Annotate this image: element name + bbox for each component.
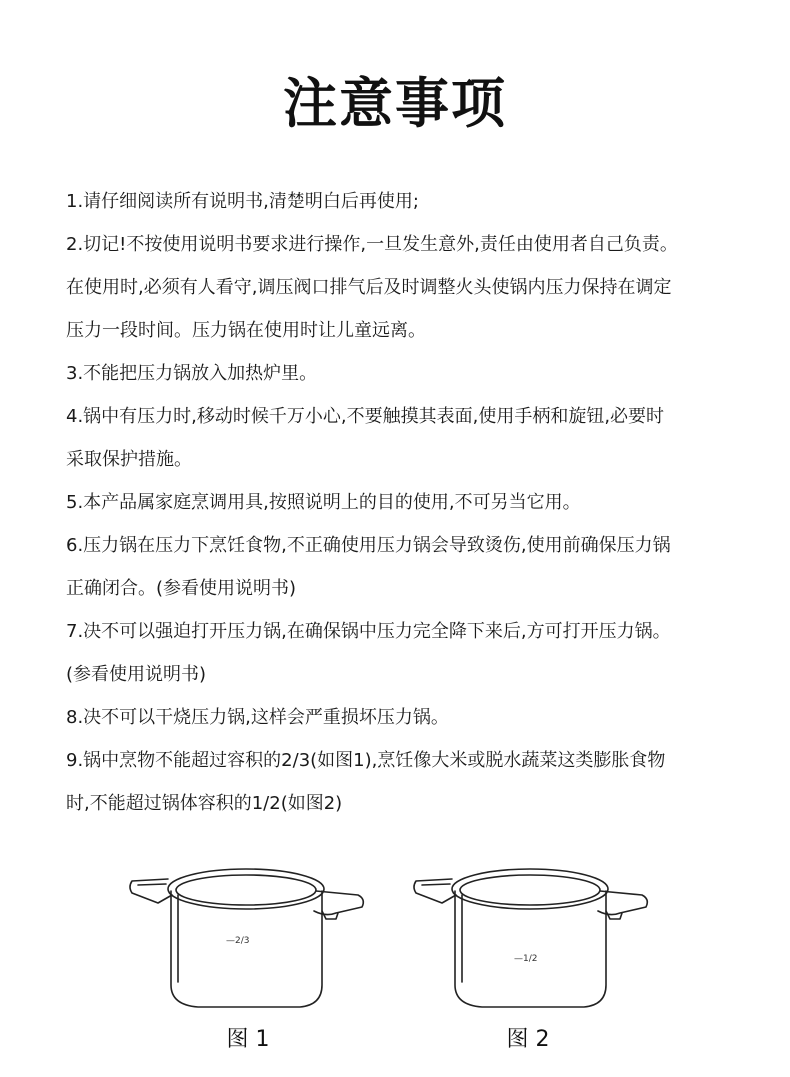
fill-line-label: —1/2 — [514, 954, 538, 964]
note-line: 时,不能超过锅体容积的1/2(如图2) — [66, 793, 343, 814]
note-line: 5.本产品属家庭烹调用具,按照说明上的目的使用,不可另当它用。 — [66, 492, 581, 513]
note-line: 4.锅中有压力时,移动时候千万小心,不要触摸其表面,使用手柄和旋钮,必要时 — [66, 406, 665, 427]
note-line: 正确闭合。(参看使用说明书) — [66, 578, 297, 599]
notes-list — [66, 180, 746, 825]
note-line: 1.请仔细阅读所有说明书,清楚明白后再使用; — [66, 191, 419, 212]
note-line: 采取保护措施。 — [66, 449, 192, 470]
page-title: 注意事项 — [283, 72, 507, 135]
figures — [0, 855, 790, 1077]
pressure-cooker-illustration — [126, 855, 376, 1020]
note-line: 在使用时,必须有人看守,调压阀口排气后及时调整火头使锅内压力保持在调定 — [66, 277, 672, 298]
note-line: 9.锅中烹物不能超过容积的2/3(如图1),烹饪像大米或脱水蔬菜这类膨胀食物 — [66, 750, 666, 771]
pressure-cooker-illustration — [410, 855, 660, 1020]
figure-caption: 图 2 — [506, 1027, 550, 1052]
note-line: (参看使用说明书) — [66, 664, 207, 685]
note-line: 7.决不可以强迫打开压力锅,在确保锅中压力完全降下来后,方可打开压力锅。 — [66, 621, 671, 642]
fill-line-label: —2/3 — [226, 936, 250, 946]
note-line: 3.不能把压力锅放入加热炉里。 — [66, 363, 318, 384]
note-line: 8.决不可以干烧压力锅,这样会严重损坏压力锅。 — [66, 707, 449, 728]
note-line: 2.切记!不按使用说明书要求进行操作,一旦发生意外,责任由使用者自己负责。 — [66, 234, 678, 255]
note-line: 6.压力锅在压力下烹饪食物,不正确使用压力锅会导致烫伤,使用前确保压力锅 — [66, 535, 671, 556]
note-line: 压力一段时间。压力锅在使用时让儿童远离。 — [66, 320, 426, 341]
figure-caption: 图 1 — [226, 1027, 270, 1052]
